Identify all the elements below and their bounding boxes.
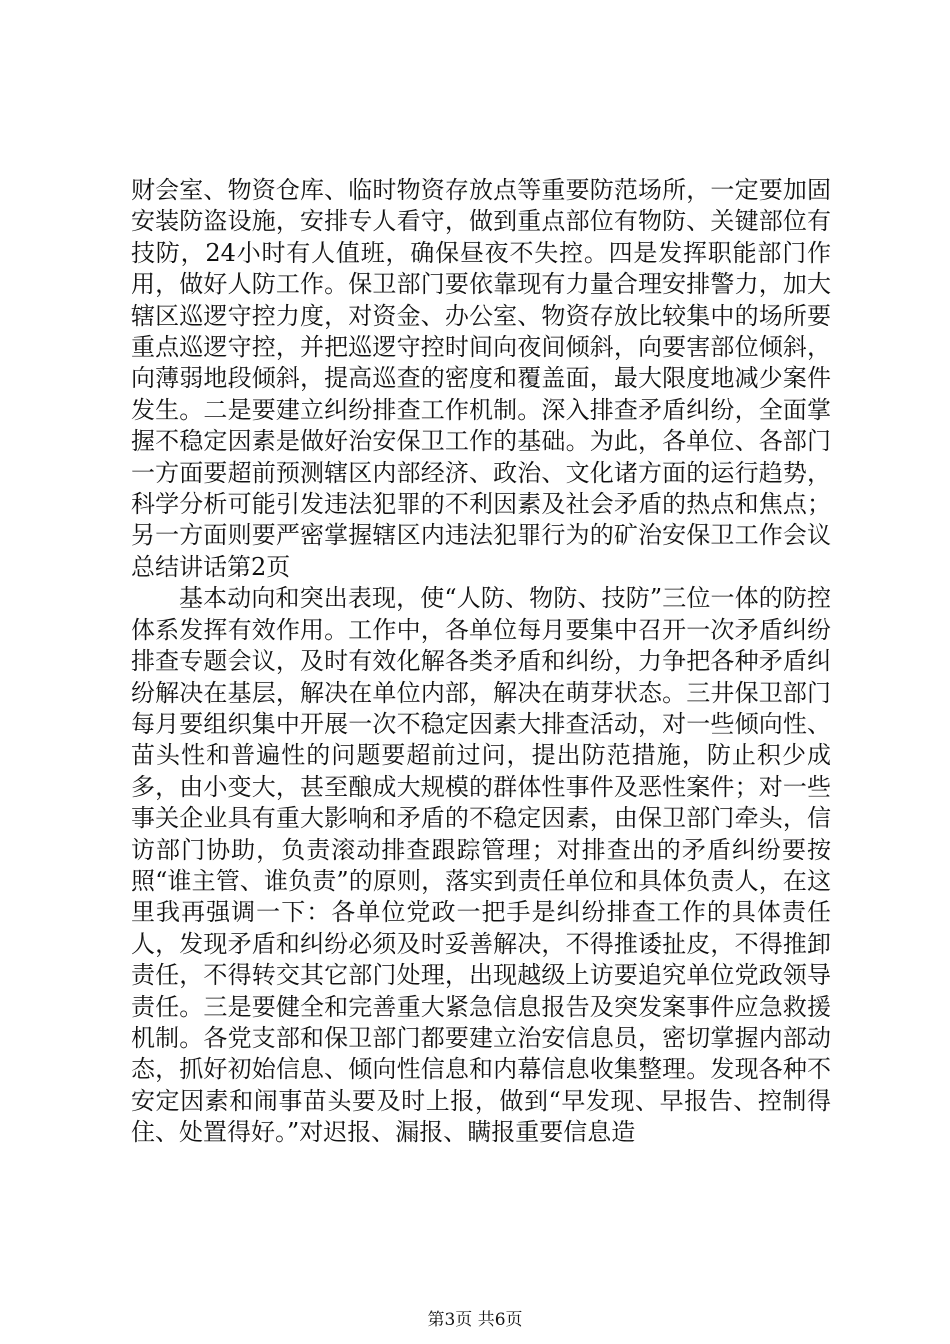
page-footer: 第3页 共6页	[427, 1310, 523, 1330]
body-paragraph-2: 基本动向和突出表现，使“人防、物防、技防”三位一体的防控体系发挥有效作用。工作中，各单位每月要集中召开一次矛盾纠纷排查专题会议，及时有效化解各类矛盾和纠纷，力争把各种矛盾纠纷解决在基层，解决在单位内部，解决在萌芽状态。三井保卫部门每月要组织集中开展一次不稳定因素大排查活动，对一些倾向性、苗头性和普遍性的问题要超前过问，提出防范措施，防止积少成多，由小变大，甚至酿成大规模的群体性事件及恶性案件；对一些事关企业具有重大影响和矛盾的不稳定因素，由保卫部门牵头，信访部门协助，负责滚动排查跟踪管理；对排查出的矛盾纠纷要按照“谁主管、谁负责”的原则，落实到责任单位和具体负责人，在这里我再强调一下：各单位党政一把手是纠纷排查工作的具体责任人，发现矛盾和纠纷必须及时妥善解决，不得推诿扯皮，不得推卸责任，不得转交其它部门处理，出现越级上访要追究单位党政领导责任。三是要健全和完善重大紧急信息报告及突发案事件应急救援机制。各党支部和保卫部门都要建立治安信息员，密切掌握内部动态，抓好初始信息、倾向性信息和内幕信息收集整理。发现各种不安定因素和闹事苗头要及时上报，做到“早发现、早报告、控制得住、处置得好。”对迟报、漏报、瞒报重要信息造	[131, 584, 831, 1147]
body-paragraph-1: 财会室、物资仓库、临时物资存放点等重要防范场所，一定要加固安装防盗设施，安排专人看守，做到重点部位有物防、关键部位有技防，24小时有人值班，确保昼夜不失控。四是发挥职能部门作用，做好人防工作。保卫部门要依靠现有力量合理安排警力，加大辖区巡逻守控力度，对资金、办公室、物资存放比较集中的场所要重点巡逻守控，并把巡逻守控时间向夜间倾斜，向要害部位倾斜，向薄弱地段倾斜，提高巡查的密度和覆盖面，最大限度地减少案件发生。二是要建立纠纷排查工作机制。深入排查矛盾纠纷，全面掌握不稳定因素是做好治安保卫工作的基础。为此，各单位、各部门一方面要超前预测辖区内部经济、政治、文化诸方面的运行趋势，科学分析可能引发违法犯罪的不利因素及社会矛盾的热点和焦点；另一方面则要严密掌握辖区内违法犯罪行为的矿治安保卫工作会议总结讲话第2页	[131, 176, 831, 581]
document-body	[131, 175, 831, 1149]
